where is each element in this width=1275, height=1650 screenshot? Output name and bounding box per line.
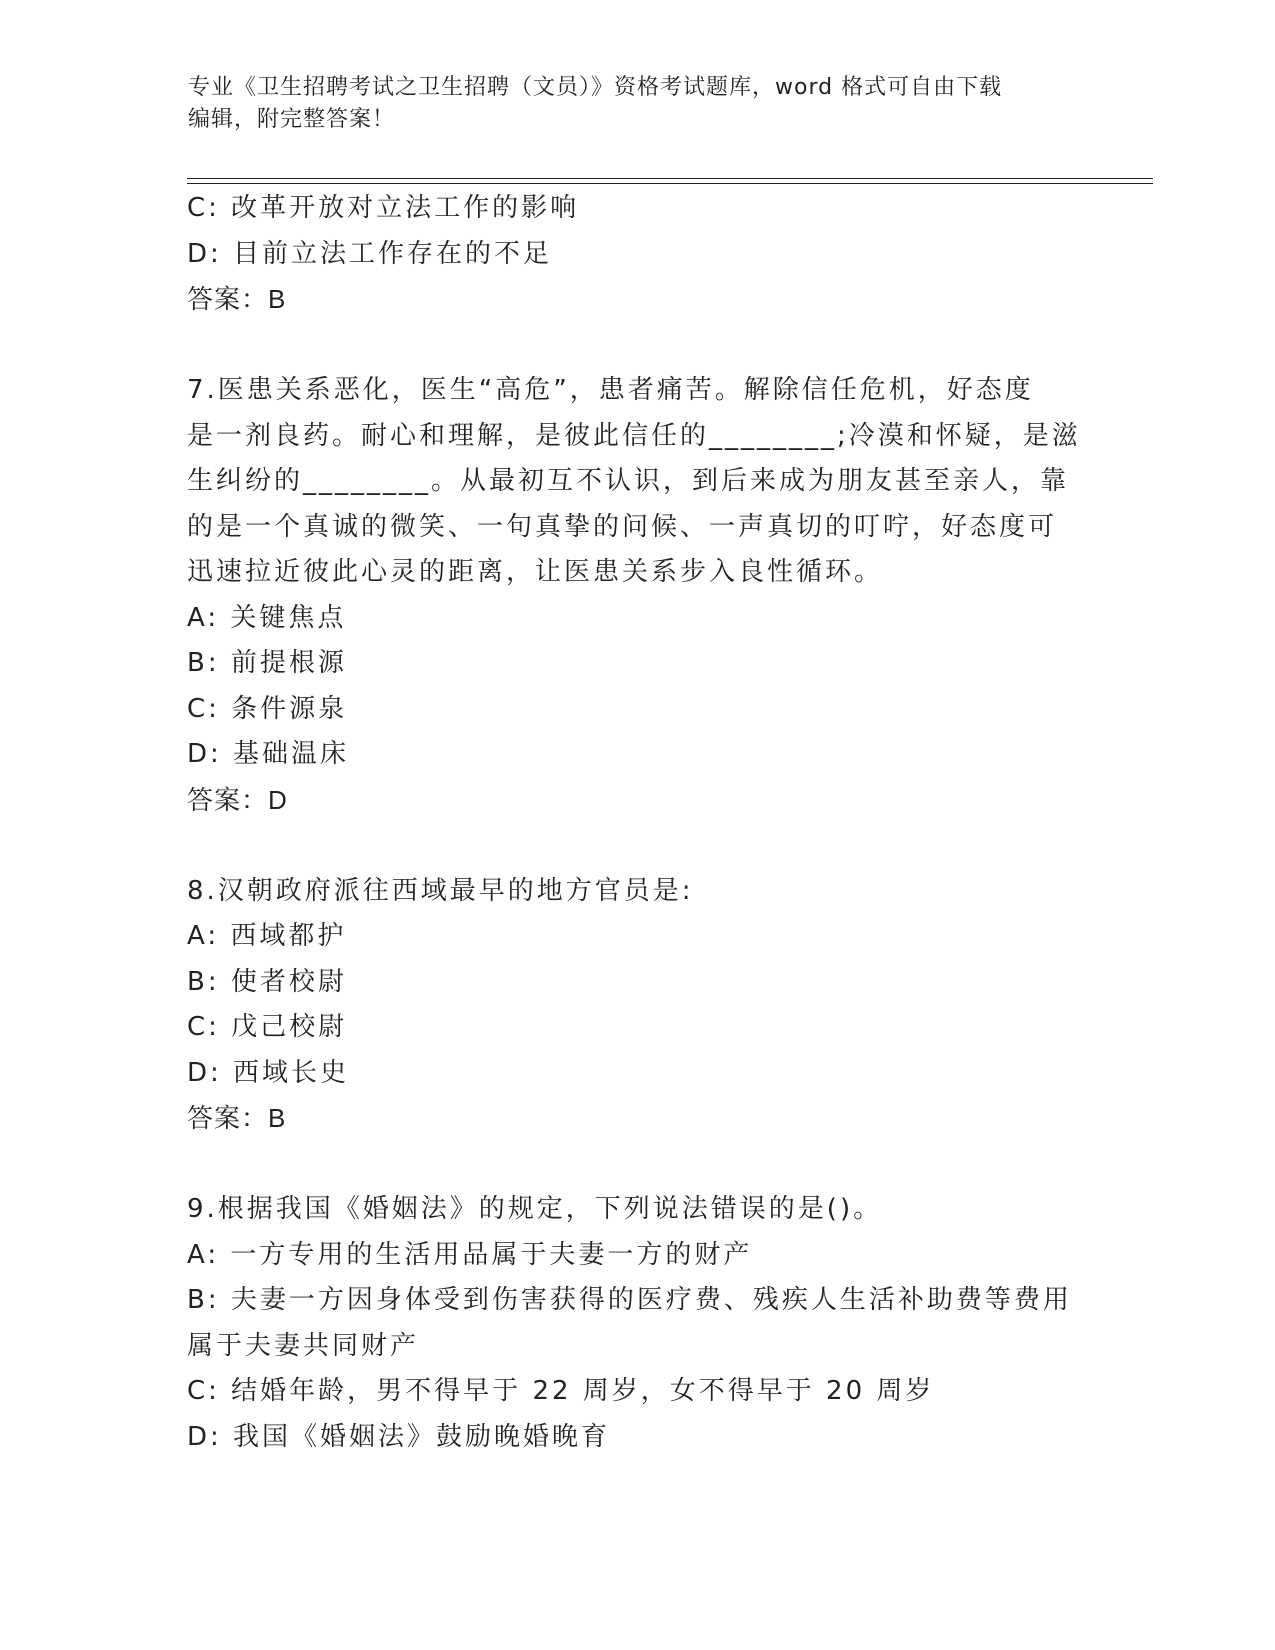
spacer: [187, 1142, 1087, 1188]
question-stem-line: 9.根据我国《婚姻法》的规定，下列说法错误的是()。: [187, 1194, 883, 1224]
option-a: A: 一方专用的生活用品属于夫妻一方的财产: [187, 1239, 753, 1270]
previous-question-tail: [187, 186, 1087, 323]
option-b-continued: 属于夫妻共同财产: [187, 1330, 420, 1361]
option-d: D: 我国《婚姻法》鼓励晚婚晚育: [187, 1421, 611, 1452]
option-c: C: 结婚年龄，男不得早于 22 周岁，女不得早于 20 周岁: [187, 1376, 935, 1406]
question-9: [187, 1187, 1087, 1460]
header-line-2: 编辑，附完整答案！: [188, 107, 396, 132]
option-b: B: 夫妻一方因身体受到伤害获得的医疗费、残疾人生活补助费等费用: [187, 1285, 1072, 1315]
option-b: B: 使者校尉: [187, 966, 347, 997]
document-body: [187, 186, 1087, 1460]
option-c: C: 条件源泉: [187, 693, 348, 724]
question-7: [187, 368, 1087, 823]
option-b: B: 前提根源: [187, 648, 347, 678]
question-stem-line: 的是一个真诚的微笑、一句真挚的问候、一声真切的叮咛，好态度可: [187, 511, 1058, 542]
option-a: A: 关键焦点: [187, 602, 347, 633]
question-8: [187, 869, 1087, 1142]
option-d: D: 基础温床: [187, 739, 350, 769]
answer-line: 答案：B: [187, 284, 287, 314]
question-stem-line: 生纠纷的________。从最初互不认识，到后来成为朋友甚至亲人，靠: [187, 466, 1070, 496]
question-stem-line: 7.医患关系恶化，医生“高危”，患者痛苦。解除信任危机，好态度: [187, 375, 1034, 405]
spacer: [187, 323, 1087, 369]
answer-line: 答案：B: [187, 1103, 287, 1133]
answer-line: 答案：D: [187, 784, 288, 815]
option-c: C: 戊己校尉: [187, 1012, 348, 1042]
option-d: D: 目前立法工作存在的不足: [187, 238, 553, 269]
question-stem-line: 8.汉朝政府派往西域最早的地方官员是:: [187, 875, 694, 906]
option-a: A: 西域都护: [187, 921, 347, 951]
header-double-rule: [187, 178, 1153, 184]
page-header: [188, 72, 1088, 136]
option-d: D: 西域长史: [187, 1057, 350, 1088]
header-line-1: 专业《卫生招聘考试之卫生招聘（文员）》资格考试题库，word 格式可自由下载: [188, 75, 1003, 100]
option-c: C: 改革开放对立法工作的影响: [187, 193, 580, 223]
question-stem-line: 是一剂良药。耐心和理解，是彼此信任的________;冷漠和怀疑，是滋: [187, 420, 1081, 451]
spacer: [187, 823, 1087, 869]
question-stem-line: 迅速拉近彼此心灵的距离，让医患关系步入良性循环。: [187, 557, 884, 587]
